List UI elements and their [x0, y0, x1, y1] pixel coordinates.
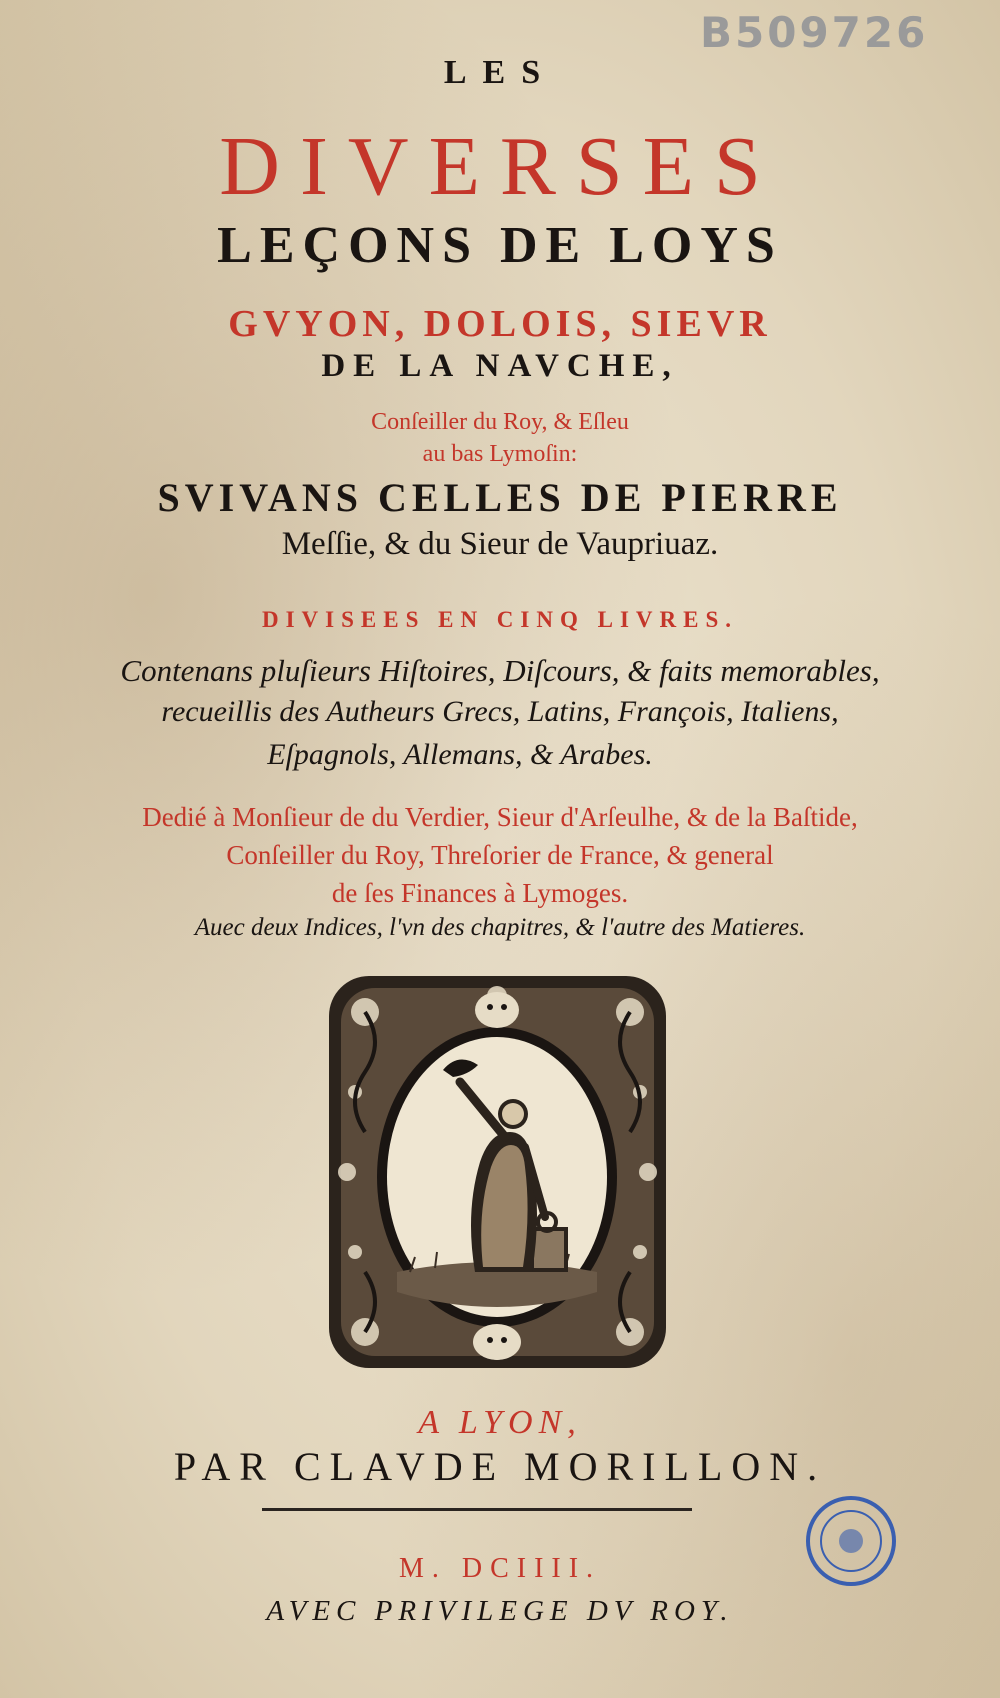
imprint-year: M. DCIIII. — [398, 1553, 602, 1584]
printers-device-emblem — [325, 972, 670, 1372]
dedication-line1: Dedié à Monſieur de du Verdier, Sieur d'Arſeulhe, & de la Baſtide, — [142, 802, 858, 832]
imprint-printer: PAR CLAVDE MORILLON. — [173, 1444, 827, 1489]
imprint-city: A LYON, — [418, 1404, 582, 1441]
title-article: LES — [443, 54, 557, 91]
author-seigneury: DE LA NAVCHE, — [321, 348, 679, 384]
imprint-rule — [262, 1508, 692, 1511]
dedication-line3: de ſes Finances à Lymoges. — [331, 878, 629, 908]
subtitle-line1: SVIVANS CELLES DE PIERRE — [157, 475, 843, 520]
contents-line1: Contenans pluſieurs Hiſtoires, Diſcours, & faits memorables, — [120, 653, 880, 688]
library-ownership-stamp — [804, 1494, 898, 1588]
dedication-line2: Conſeiller du Roy, Threſorier de France, & general — [226, 840, 774, 870]
contents-line3: Eſpagnols, Allemans, & Arabes. — [267, 738, 653, 771]
indices-line: Auec deux Indices, l'vn des chapitres, & l'autre des Matieres. — [194, 914, 806, 941]
shelfmark-label: B509726 — [700, 8, 929, 57]
title-lecons: LEÇONS DE LOYS — [217, 217, 783, 274]
author-name: GVYON, DOLOIS, SIEVR — [228, 303, 772, 345]
division-line: DIVISEES EN CINQ LIVRES. — [261, 607, 739, 632]
imprint-privilege: AVEC PRIVILEGE DV ROY. — [266, 1595, 734, 1627]
author-office-line2: au bas Lymoſin: — [422, 441, 578, 467]
contents-line2: recueillis des Autheurs Grecs, Latins, François, Italiens, — [161, 695, 839, 728]
title-main-word: DIVERSES — [219, 120, 781, 213]
author-office-line1: Conſeiller du Roy, & Eſleu — [371, 409, 629, 435]
subtitle-line2: Meſſie, & du Sieur de Vaupriuaz. — [281, 526, 719, 562]
